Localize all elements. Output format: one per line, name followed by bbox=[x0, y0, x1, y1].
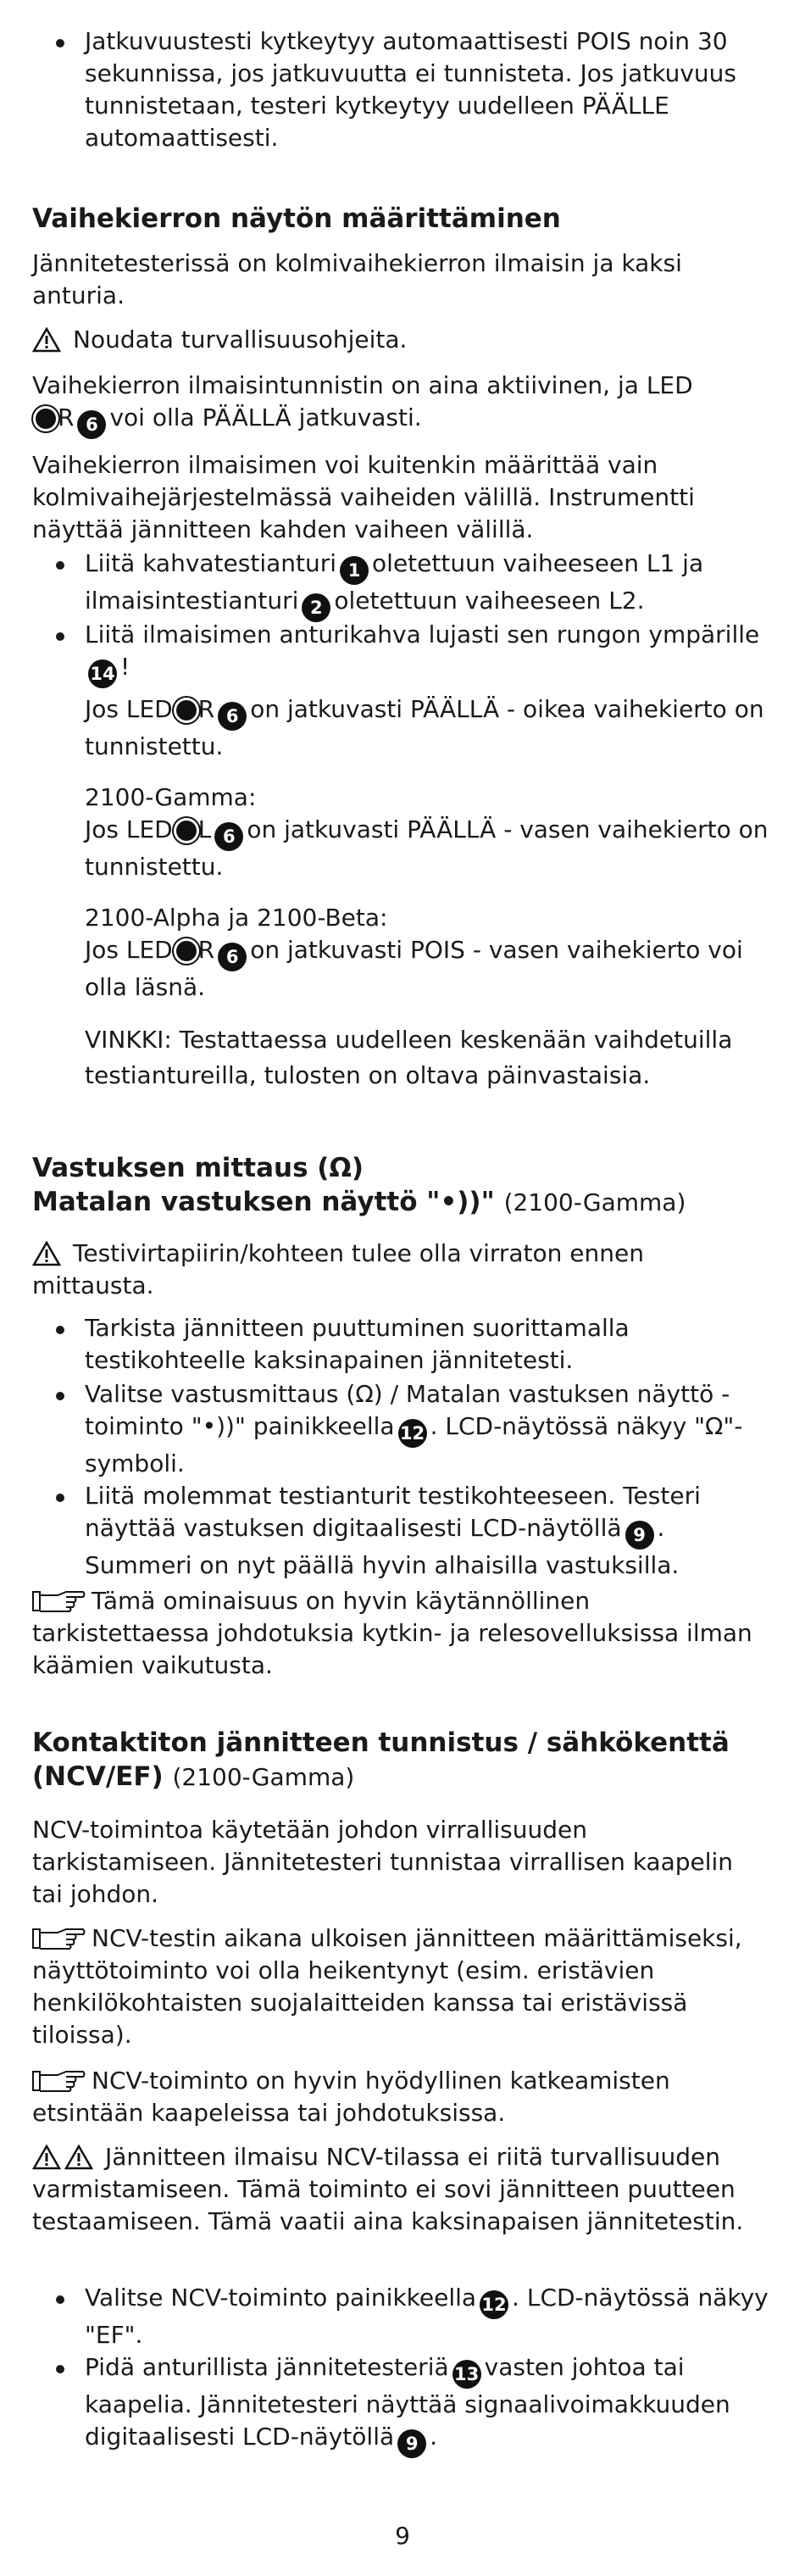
n-b2-text-a: Pidä anturillista jännitetesteriä bbox=[85, 2353, 449, 2381]
phase-bullet-1 bbox=[85, 548, 771, 622]
callout-9: 9 bbox=[397, 2429, 426, 2458]
resistance-heading-1: Vastuksen mittaus (Ω) bbox=[32, 1153, 364, 1183]
bullet-dot bbox=[56, 632, 64, 641]
ncv-note-2 bbox=[32, 2065, 769, 2129]
phase-bullet-2 bbox=[85, 619, 771, 688]
led-off-text-a: Jos LED bbox=[85, 936, 173, 964]
callout-9: 9 bbox=[625, 1521, 654, 1549]
resistance-note-text: Tämä ominaisuus on hyvin käytännöllinen tarkistettaessa johdotuksia kytkin- ja relesovelluksissa ilman käämien vaikutusta. bbox=[32, 1587, 752, 1679]
resistance-warning-text: Testivirtapiirin/kohteen tulee olla virraton ennen mittausta. bbox=[32, 1239, 644, 1299]
ncv-note-1-text: NCV-testin aikana ulkoisen jännitteen määrittämiseksi, näyttötoiminto voi olla heikentynyt (esim. eristävien henkilökohtaisten suojalaitteiden kanssa tai eristävissä tiloissa). bbox=[32, 1924, 742, 2049]
pointing-hand-icon bbox=[32, 2068, 86, 2094]
callout-12: 12 bbox=[398, 1419, 427, 1448]
bullet-dot bbox=[56, 561, 64, 570]
led-off-letter: R bbox=[197, 936, 215, 964]
b1-text-c: oletettuun vaiheeseen L2. bbox=[334, 587, 645, 615]
led-r-text-c: on jatkuvasti PÄÄLLÄ - oikea vaihekierto on tunnistettu. bbox=[85, 695, 764, 760]
page-number: 9 bbox=[395, 2522, 410, 2550]
ncv-note-2-text: NCV-toiminto on hyvin hyödyllinen katkeamisten etsintään kaapeleissa tai johdotuksissa. bbox=[32, 2067, 670, 2127]
callout-1: 1 bbox=[340, 556, 369, 585]
callout-6: 6 bbox=[218, 943, 247, 971]
led-off-paragraph bbox=[85, 934, 771, 1004]
callout-2: 2 bbox=[302, 593, 330, 622]
ncv-warning bbox=[32, 2141, 769, 2238]
gamma-label: 2100-Gamma: bbox=[85, 783, 257, 811]
alpha-label: 2100-Alpha ja 2100-Beta: bbox=[85, 904, 388, 932]
resistance-heading-2-sub: (2100-Gamma) bbox=[503, 1188, 686, 1216]
ncv-heading-2-text: (NCV/EF) bbox=[32, 1761, 164, 1792]
b2-text-b: ! bbox=[120, 653, 130, 681]
phase-tip: VINKKI: Testattaessa uudelleen keskenään vaihdetuilla testiantureilla, tulosten on oltava päinvastaisia. bbox=[85, 1026, 733, 1089]
led-icon bbox=[176, 821, 197, 841]
callout-6: 6 bbox=[77, 410, 106, 439]
bullet-dot bbox=[56, 1494, 64, 1502]
warning-icon bbox=[32, 2145, 61, 2170]
n-b2-text-c: . bbox=[430, 2423, 438, 2451]
phase-p3: Vaihekierron ilmaisimen voi kuitenkin määrittää vain kolmivaihejärjestelmässä vaiheiden välillä. Instrumentti näyttää jännitteen kahden vaiheen välillä. bbox=[32, 451, 695, 543]
ncv-p1: NCV-toimintoa käytetään johdon virrallisuuden tarkistamiseen. Jännitetesteri tunnistaa virrallisen kaapelin tai johdon. bbox=[32, 1816, 734, 1908]
pointing-hand-icon bbox=[32, 1926, 86, 1951]
led-r-letter: R bbox=[197, 695, 215, 723]
b1-text-b: oletettuun vaiheeseen L1 ja ilmaisintestianturi bbox=[85, 549, 704, 615]
led-r-text-a: Jos LED bbox=[85, 695, 173, 723]
ncv-bullet-2 bbox=[85, 2351, 771, 2458]
ncv-heading-2-sub: (2100-Gamma) bbox=[172, 1763, 355, 1791]
r-b2-text-b: . LCD-näytössä näkyy "Ω"-symboli. bbox=[85, 1412, 743, 1477]
warning-icon bbox=[32, 1241, 61, 1266]
phase-heading: Vaihekierron näytön määrittäminen bbox=[32, 203, 561, 234]
resistance-bullet-3 bbox=[85, 1480, 771, 1582]
led-l-text-c: on jatkuvasti PÄÄLLÄ - vasen vaihekierto on tunnistettu. bbox=[85, 815, 769, 881]
bullet-dot bbox=[56, 1392, 64, 1400]
callout-13: 13 bbox=[452, 2360, 481, 2389]
bullet-dot bbox=[56, 39, 64, 47]
ncv-heading-1: Kontaktiton jännitteen tunnistus / sähkökenttä bbox=[32, 1728, 730, 1758]
bullet-dot bbox=[56, 1326, 64, 1334]
led-icon bbox=[176, 941, 197, 961]
led-r-label: R bbox=[58, 403, 75, 431]
led-l-paragraph bbox=[85, 814, 771, 883]
phase-warning bbox=[32, 324, 769, 356]
ncv-note-1 bbox=[32, 1922, 769, 2051]
b1-text-a: Liitä kahvatestianturi bbox=[85, 549, 337, 577]
ncv-warning-text: Jännitteen ilmaisu NCV-tilassa ei riitä turvallisuuden varmistamiseen. Tämä toiminto ei sovi jännitteen puutteen testaamiseen. Tämä vaatii aina kaksinapaisen jännitetestin. bbox=[32, 2143, 744, 2235]
led-l-letter: L bbox=[197, 815, 212, 843]
ncv-heading-2 bbox=[32, 1760, 778, 1794]
intro-bullet: Jatkuvuustesti kytkeytyy automaattisesti POIS noin 30 sekunnissa, jos jatkuvuutta ei tunnisteta. Jos jatkuvuus tunnistetaan, testeri kytkeytyy uudelleen PÄÄLLE automaattisesti. bbox=[85, 27, 736, 152]
phase-p1: Jännitetesterissä on kolmivaihekierron ilmaisin ja kaksi anturia. bbox=[32, 249, 682, 309]
callout-14: 14 bbox=[88, 659, 117, 688]
callout-6: 6 bbox=[218, 702, 247, 731]
ncv-bullet-1 bbox=[85, 2282, 771, 2351]
resistance-heading-2 bbox=[32, 1185, 778, 1220]
resistance-bullet-1: Tarkista jännitteen puuttuminen suorittamalla testikohteelle kaksinapainen jännitetesti. bbox=[85, 1314, 630, 1374]
n-b2-text-b: vasten johtoa tai kaapelia. Jännitetesteri näyttää signaalivoimakkuuden digitaalisesti LCD-näytöllä bbox=[85, 2353, 730, 2451]
r-b3-text-b: . Summeri on nyt päällä hyvin alhaisilla vastuksilla. bbox=[85, 1514, 680, 1579]
phase-p2-end: voi olla PÄÄLLÄ jatkuvasti. bbox=[109, 403, 422, 431]
resistance-bullet-2 bbox=[85, 1378, 771, 1480]
led-off-text-c: on jatkuvasti POIS - vasen vaihekierto voi olla läsnä. bbox=[85, 936, 743, 1001]
bullet-dot bbox=[56, 2365, 64, 2373]
resistance-heading-2-text: Matalan vastuksen näyttö "•))" bbox=[32, 1187, 495, 1217]
led-icon bbox=[36, 409, 56, 429]
pointing-hand-icon bbox=[32, 1588, 86, 1614]
led-l-text-a: Jos LED bbox=[85, 815, 173, 843]
resistance-note bbox=[32, 1585, 769, 1682]
resistance-warning bbox=[32, 1238, 769, 1302]
phase-warning-text: Noudata turvallisuusohjeita. bbox=[73, 325, 408, 353]
phase-p2-text: Vaihekierron ilmaisintunnistin on aina aktiivinen, ja LED bbox=[32, 371, 693, 399]
led-r-paragraph bbox=[85, 693, 771, 763]
r-b2-text-a: Valitse vastusmittaus (Ω) / Matalan vastuksen näyttö -toiminto "•))" painikkeella bbox=[85, 1380, 730, 1440]
r-b3-text-a: Liitä molemmat testianturit testikohteeseen. Testeri näyttää vastuksen digitaalisesti LCD-näytöllä bbox=[85, 1482, 701, 1542]
n-b1-text-a: Valitse NCV-toiminto painikkeella bbox=[85, 2284, 477, 2312]
bullet-dot bbox=[56, 2295, 64, 2304]
callout-12: 12 bbox=[480, 2290, 508, 2319]
callout-6: 6 bbox=[214, 822, 243, 851]
led-icon bbox=[176, 700, 197, 721]
phase-p2 bbox=[32, 370, 769, 439]
warning-icon bbox=[32, 327, 61, 353]
warning-icon bbox=[64, 2145, 93, 2170]
n-b1-text-b: . LCD-näytössä näkyy "EF". bbox=[85, 2284, 769, 2349]
b2-text-a: Liitä ilmaisimen anturikahva lujasti sen rungon ympärille bbox=[85, 620, 760, 648]
